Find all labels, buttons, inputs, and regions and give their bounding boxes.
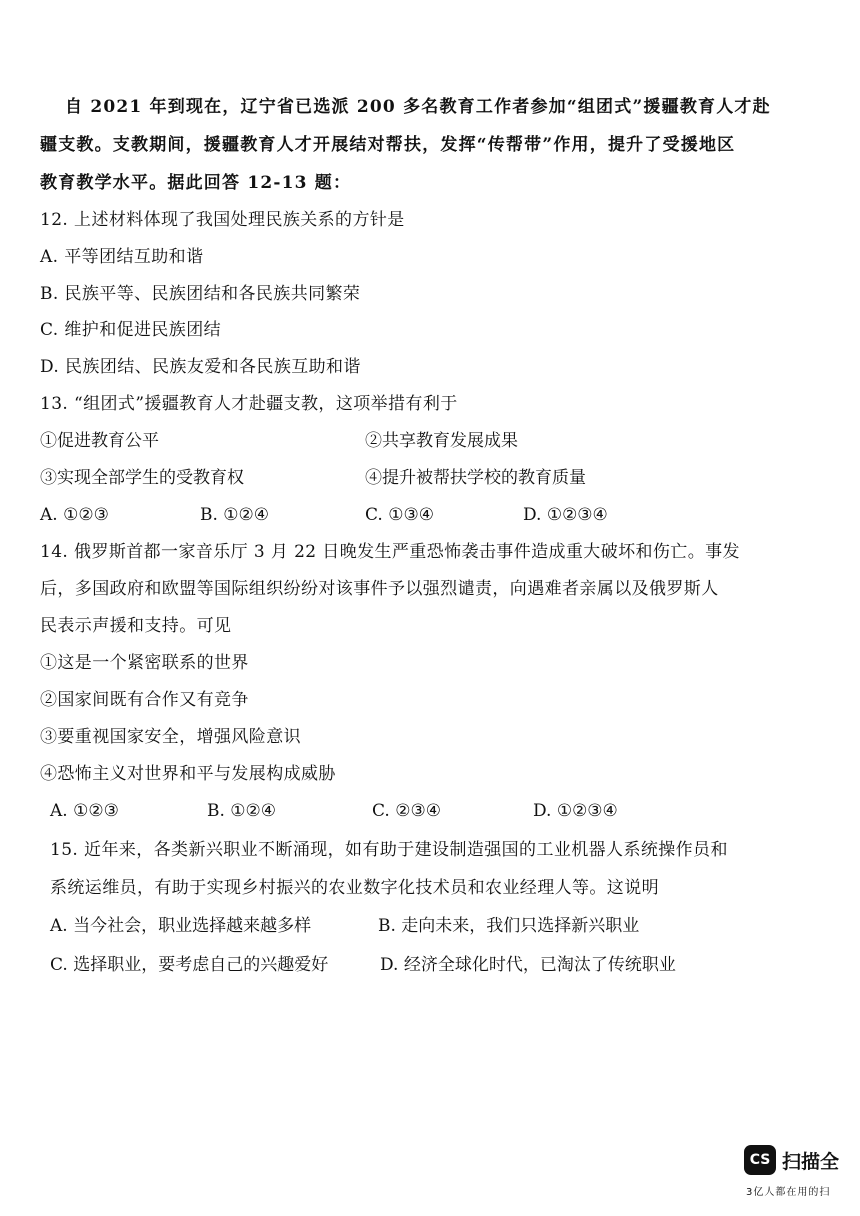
q15-option-c: C. 选择职业，要考虑自己的兴趣爱好 xyxy=(50,955,329,975)
q12-stem: 12. 上述材料体现了我国处理民族关系的方针是 xyxy=(40,210,405,230)
q13-stem: 13. “组团式”援疆教育人才赴疆支教，这项举措有利于 xyxy=(40,394,458,414)
camscanner-tagline: 3亿人都在用的扫 xyxy=(746,1187,831,1198)
q13-option-a: A. ①②③ xyxy=(40,505,109,525)
q13-statement-2: ②共享教育发展成果 xyxy=(365,431,518,451)
q14-statement-4: ④恐怖主义对世界和平与发展构成威胁 xyxy=(40,764,336,784)
q12-option-b: B. 民族平等、民族团结和各民族共同繁荣 xyxy=(40,284,361,304)
q14-stem-line-2: 后，多国政府和欧盟等国际组织纷纷对该事件予以强烈谴责，向遇难者亲属以及俄罗斯人 xyxy=(40,579,719,599)
q13-option-b: B. ①②④ xyxy=(200,505,270,525)
q14-option-c: C. ②③④ xyxy=(372,801,441,821)
q15-option-d: D. 经济全球化时代，已淘汰了传统职业 xyxy=(380,955,676,975)
intro-line-3: 教育教学水平。据此回答 12-13 题： xyxy=(40,173,352,193)
intro-line-2: 疆支教。支教期间，援疆教育人才开展结对帮扶，发挥“传帮带”作用，提升了受援地区 xyxy=(40,135,736,155)
q14-statement-3: ③要重视国家安全，增强风险意识 xyxy=(40,727,301,747)
q14-option-b: B. ①②④ xyxy=(207,801,277,821)
q14-statement-2: ②国家间既有合作又有竞争 xyxy=(40,690,249,710)
q14-stem-line-1: 14. 俄罗斯首都一家音乐厅 3 月 22 日晚发生严重恐怖袭击事件造成重大破坏和伤亡。事发 xyxy=(40,542,740,562)
q15-option-a: A. 当今社会，职业选择越来越多样 xyxy=(50,916,312,936)
intro-line-1: 自 2021 年到现在，辽宁省已选派 200 多名教育工作者参加“组团式”援疆教育人才赴 xyxy=(65,97,771,117)
q12-option-c: C. 维护和促进民族团结 xyxy=(40,320,222,340)
q14-option-d: D. ①②③④ xyxy=(533,801,618,821)
q13-statement-4: ④提升被帮扶学校的教育质量 xyxy=(365,468,586,488)
q15-stem-line-2: 系统运维员，有助于实现乡村振兴的农业数字化技术员和农业经理人等。这说明 xyxy=(50,878,659,898)
q14-statement-1: ①这是一个紧密联系的世界 xyxy=(40,653,249,673)
q12-option-d: D. 民族团结、民族友爱和各民族互助和谐 xyxy=(40,357,361,377)
camscanner-logo-icon: CS xyxy=(744,1145,776,1175)
q13-statement-3: ③实现全部学生的受教育权 xyxy=(40,468,244,488)
q14-stem-line-3: 民表示声援和支持。可见 xyxy=(40,616,232,636)
q12-option-a: A. 平等团结互助和谐 xyxy=(40,247,204,267)
q13-option-d: D. ①②③④ xyxy=(523,505,608,525)
q14-option-a: A. ①②③ xyxy=(50,801,119,821)
camscanner-name: 扫描全 xyxy=(782,1151,840,1173)
q15-option-b: B. 走向未来，我们只选择新兴职业 xyxy=(378,916,640,936)
q15-stem-line-1: 15. 近年来，各类新兴职业不断涌现，如有助于建设制造强国的工业机器人系统操作员和 xyxy=(50,840,728,860)
q13-statement-1: ①促进教育公平 xyxy=(40,431,159,451)
q13-option-c: C. ①③④ xyxy=(365,505,434,525)
camscanner-watermark xyxy=(744,1145,860,1205)
